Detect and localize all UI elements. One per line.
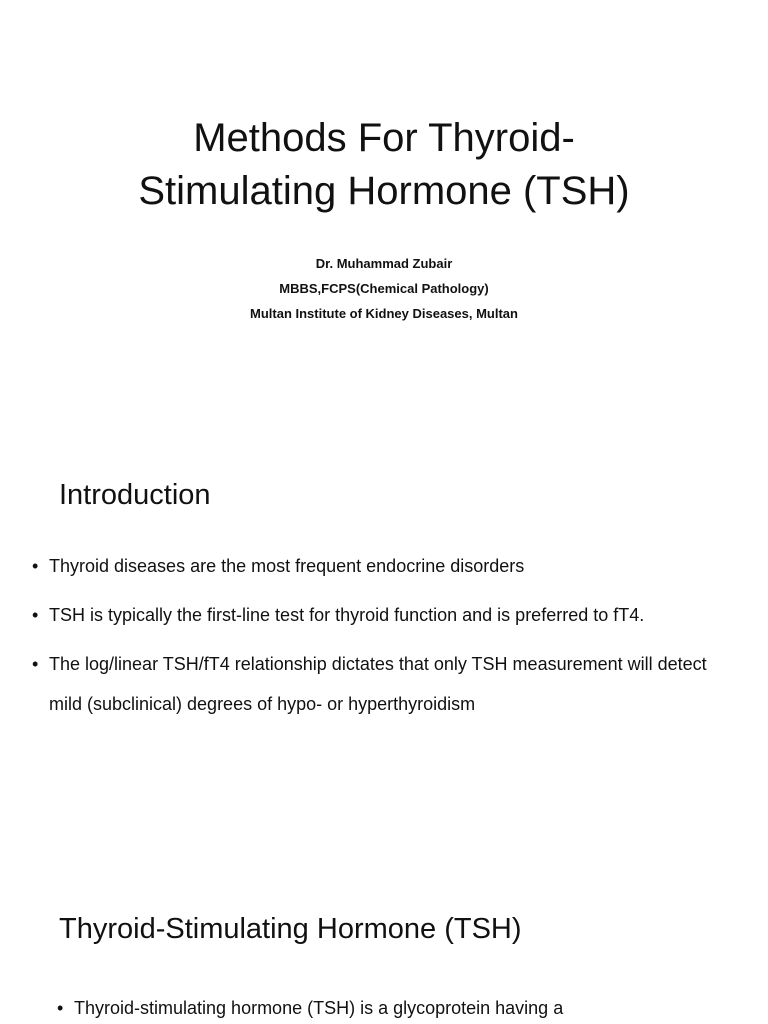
title-line-2: Stimulating Hormone (TSH) <box>138 169 630 213</box>
introduction-bullet-list <box>32 546 732 733</box>
author-institution: Multan Institute of Kidney Diseases, Multan <box>250 306 518 321</box>
bullet-dot: • <box>32 654 39 674</box>
bullet-text: The log/linear TSH/fT4 relationship dictates that only TSH measurement will detect mild (subclinical) degrees of hypo- or hyperthyroidism <box>49 654 707 714</box>
tsh-heading: Thyroid-Stimulating Hormone (TSH) <box>59 913 522 945</box>
bullet-item <box>32 644 732 724</box>
author-block <box>40 251 728 326</box>
introduction-heading: Introduction <box>59 479 211 511</box>
bullet-text: TSH is typically the first-line test for thyroid function and is preferred to fT4. <box>49 605 645 625</box>
author-name: Dr. Muhammad Zubair <box>315 256 453 271</box>
presentation-title <box>40 112 728 218</box>
tsh-bullet-list <box>57 988 737 1024</box>
bullet-item <box>32 546 732 586</box>
bullet-item <box>57 988 737 1024</box>
bullet-item <box>32 595 732 635</box>
author-qualifications: MBBS,FCPS(Chemical Pathology) <box>279 281 489 296</box>
bullet-dot: • <box>32 605 39 625</box>
bullet-text: Thyroid diseases are the most frequent endocrine disorders <box>49 556 525 576</box>
title-slide <box>0 0 768 432</box>
introduction-slide <box>0 432 768 864</box>
tsh-slide <box>0 864 768 1024</box>
title-line-1: Methods For Thyroid- <box>193 116 575 160</box>
bullet-dot: • <box>57 998 64 1018</box>
bullet-text: Thyroid-stimulating hormone (TSH) is a glycoprotein having a <box>74 998 564 1018</box>
bullet-dot: • <box>32 556 39 576</box>
